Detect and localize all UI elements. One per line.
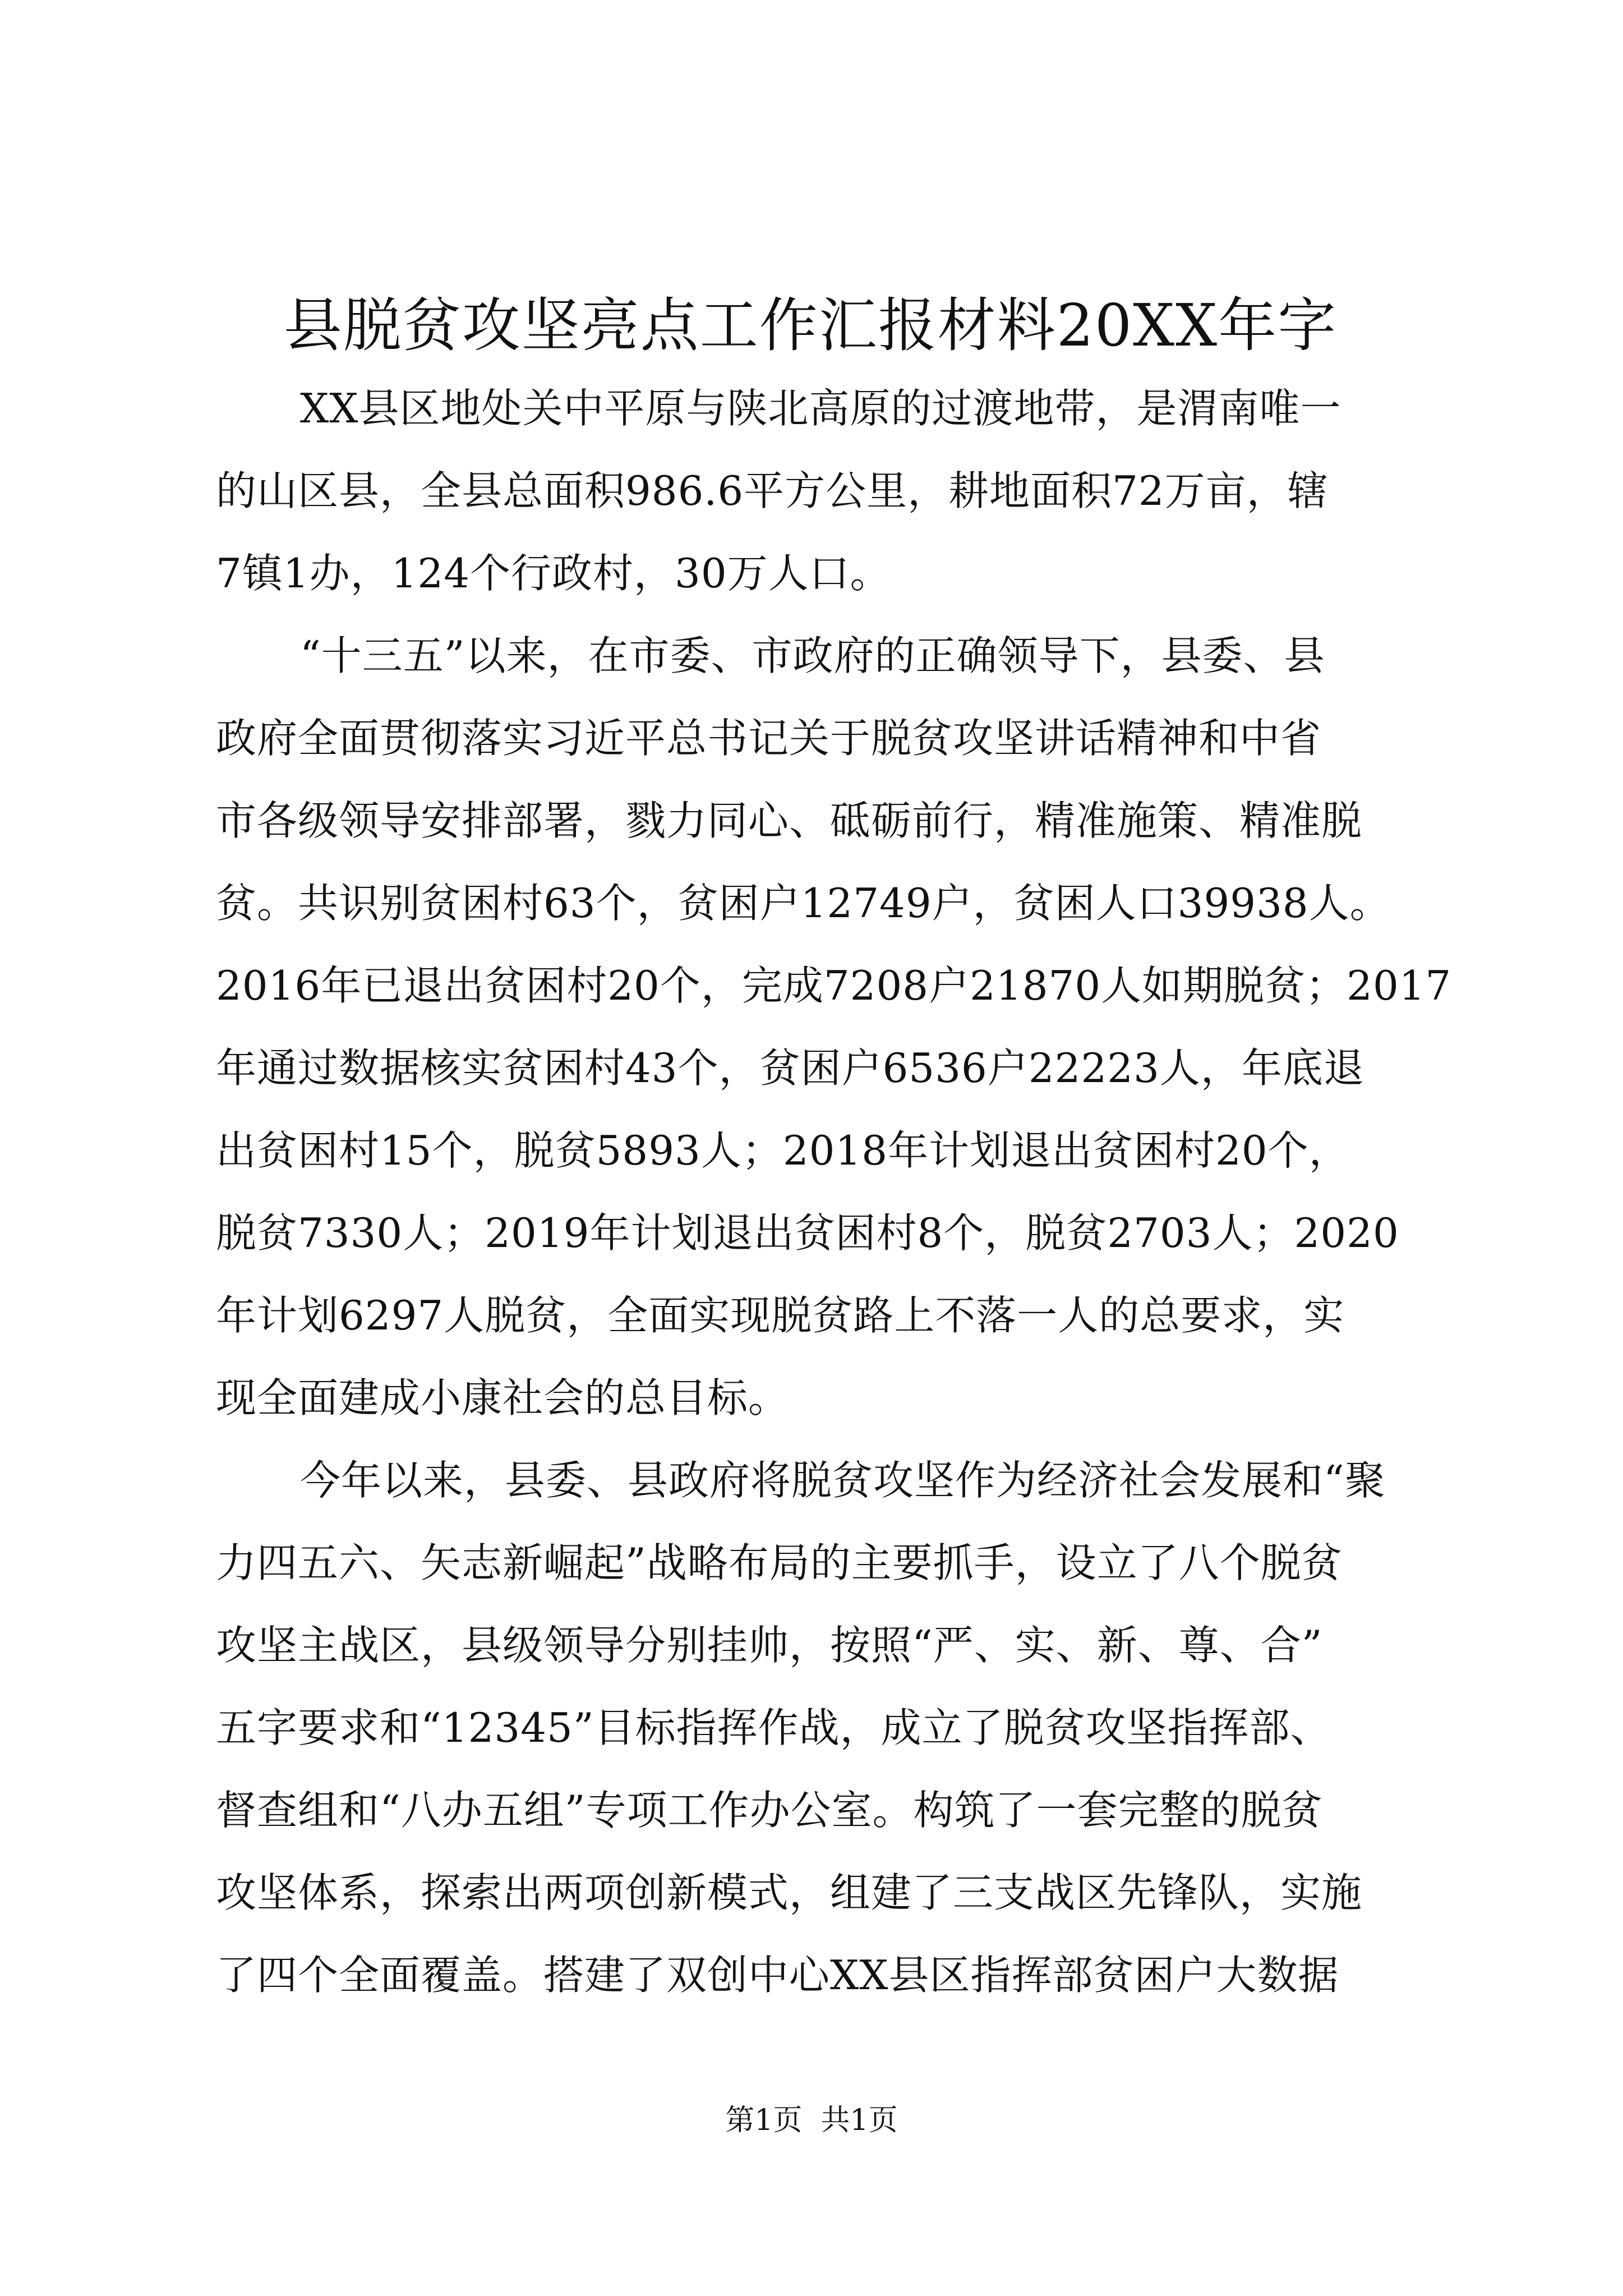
page-footer: 第1页 共1页 [725,2104,898,2137]
document-body [216,367,1452,2017]
paragraph-3-line-1: 今年以来，县委、县政府将脱贫攻坚作为经济社会发展和“聚 [300,1457,1386,1504]
paragraph-2-line-3: 市各级领导安排部署，戮力同心、砥砺前行，精准施策、精准脱 [216,797,1363,844]
paragraph-2-line-7: 出贫困村15个，脱贫5893人；2018年计划退出贫困村20个， [216,1127,1350,1174]
paragraph-2-line-1: “十三五”以来，在市委、市政府的正确领导下，县委、县 [300,632,1325,679]
paragraph-1-line-1: XX县区地处关中平原与陕北高原的过渡地带，是渭南唯一 [300,385,1341,432]
paragraph-2-line-4: 贫。共识别贫困村63个，贫困户12749户，贫困人口39938人。 [216,880,1391,927]
paragraph-3-line-5: 督查组和“八办五组”专项工作办公室。构筑了一套完整的脱贫 [216,1787,1323,1834]
paragraph-2-line-9: 年计划6297人脱贫，全面实现脱贫路上不落一人的总要求，实 [216,1292,1345,1339]
paragraph-1-line-2: 的山区县，全县总面积986.6平方公里，耕地面积72万亩，辖 [216,467,1329,514]
paragraph-2-line-10: 现全面建成小康社会的总目标。 [216,1374,790,1421]
paragraph-3-line-2: 力四五六、矢志新崛起”战略布局的主要抓手，设立了八个脱贫 [216,1539,1343,1586]
paragraph-3-line-6: 攻坚体系，探索出两项创新模式，组建了三支战区先锋队，实施 [216,1869,1363,1916]
paragraph-3-line-7: 了四个全面覆盖。搭建了双创中心XX县区指挥部贫困户大数据 [216,1952,1339,1999]
paragraph-3-line-4: 五字要求和“12345”目标指挥作战，成立了脱贫攻坚指挥部、 [216,1704,1331,1751]
paragraph-2-line-8: 脱贫7330人；2019年计划退出贫困村8个，脱贫2703人；2020 [216,1209,1399,1257]
paragraph-2-line-6: 年通过数据核实贫困村43个，贫困户6536户22223人，年底退 [216,1045,1364,1092]
document-title: 县脱贫攻坚亮点工作汇报材料20XX年字 [283,291,1338,360]
paragraph-3-line-3: 攻坚主战区，县级领导分别挂帅，按照“严、实、新、尊、合” [216,1622,1323,1669]
paragraph-2-line-5: 2016年已退出贫困村20个，完成7208户21870人如期脱贫；2017 [216,962,1452,1009]
paragraph-1-line-3: 7镇1办，124个行政村，30万人口。 [216,550,891,597]
paragraph-2-line-2: 政府全面贯彻落实习近平总书记关于脱贫攻坚讲话精神和中省 [216,715,1322,762]
